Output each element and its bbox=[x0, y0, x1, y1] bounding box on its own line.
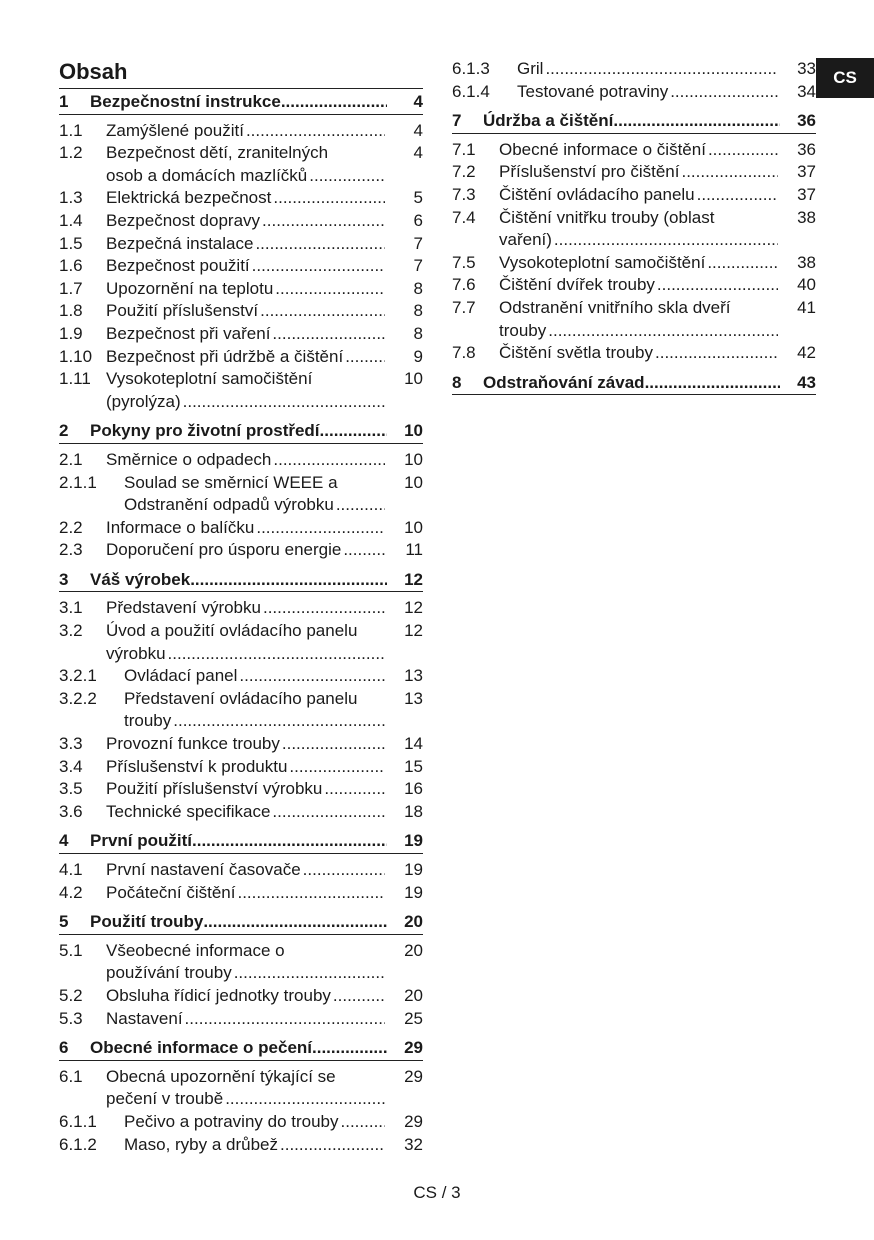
chapter-title: Obecné informace o pečení ..... bbox=[90, 1037, 387, 1060]
entry-title-line: Bezpečnost dopravy ..... bbox=[106, 210, 385, 233]
entry-title-line: Technické specifikace ..... bbox=[106, 801, 385, 824]
entry-page: 5 bbox=[413, 188, 423, 208]
entry-title bbox=[124, 1111, 385, 1134]
entry-title-line: Směrnice o odpadech ..... bbox=[106, 449, 385, 472]
entry-number: 6.1 bbox=[59, 1066, 83, 1086]
chapter-page: 10 bbox=[404, 421, 423, 441]
toc-entry[interactable] bbox=[59, 597, 423, 620]
entry-title bbox=[106, 255, 385, 278]
toc-chapter[interactable] bbox=[59, 911, 423, 935]
entry-number: 1.8 bbox=[59, 301, 83, 321]
entry-title bbox=[106, 940, 385, 985]
toc-entry[interactable] bbox=[452, 342, 816, 365]
toc-entry[interactable] bbox=[59, 210, 423, 233]
entry-title bbox=[106, 620, 385, 665]
entry-title bbox=[106, 985, 385, 1008]
entry-number: 7.5 bbox=[452, 252, 476, 272]
entry-page: 10 bbox=[404, 369, 423, 389]
entry-title bbox=[106, 187, 385, 210]
toc-entry[interactable] bbox=[452, 297, 816, 342]
entry-title bbox=[124, 1134, 385, 1157]
toc-entry[interactable] bbox=[59, 233, 423, 256]
toc-entry[interactable] bbox=[452, 139, 816, 162]
entry-title-line: osob a domácích mazlíčků ..... bbox=[106, 165, 385, 188]
toc-entry[interactable] bbox=[59, 278, 423, 301]
chapter-page: 12 bbox=[404, 569, 423, 589]
entry-number: 7.6 bbox=[452, 275, 476, 295]
toc-entry[interactable] bbox=[59, 688, 423, 733]
toc-chapter[interactable] bbox=[452, 110, 816, 134]
entry-number: 3.2.1 bbox=[59, 666, 97, 686]
entry-page: 37 bbox=[797, 184, 816, 204]
toc-left-column bbox=[59, 58, 423, 1156]
entry-page: 8 bbox=[413, 323, 423, 343]
entry-title-line: Představení ovládacího panelu bbox=[124, 688, 358, 708]
entry-title-line: vaření) ..... bbox=[499, 229, 778, 252]
toc-entry[interactable] bbox=[452, 252, 816, 275]
entry-title-line: Vysokoteplotní samočištění bbox=[106, 369, 313, 389]
chapter-number: 2 bbox=[59, 421, 69, 441]
entry-number: 3.4 bbox=[59, 756, 83, 776]
entry-number: 7.1 bbox=[452, 139, 476, 159]
chapter-title: První použití ..... bbox=[90, 830, 387, 853]
entry-title bbox=[517, 81, 778, 104]
toc-heading: Obsah bbox=[59, 58, 423, 89]
toc-entry[interactable] bbox=[59, 142, 423, 187]
entry-title bbox=[124, 472, 385, 517]
entry-title-line: trouby ..... bbox=[499, 320, 778, 343]
entry-title bbox=[106, 1008, 385, 1031]
entry-title bbox=[106, 120, 385, 143]
entry-title bbox=[499, 139, 778, 162]
entry-page: 25 bbox=[404, 1008, 423, 1028]
entry-page: 13 bbox=[404, 666, 423, 686]
toc-entry[interactable] bbox=[59, 882, 423, 905]
toc-entry[interactable] bbox=[59, 859, 423, 882]
entry-number: 5.2 bbox=[59, 985, 83, 1005]
entry-title bbox=[499, 207, 778, 252]
entry-page: 9 bbox=[413, 346, 423, 366]
entry-title-line: Čištění světla trouby ..... bbox=[499, 342, 778, 365]
entry-number: 2.1 bbox=[59, 449, 83, 469]
entry-number: 6.1.1 bbox=[59, 1111, 97, 1131]
chapter-number: 8 bbox=[452, 372, 462, 392]
entry-title bbox=[499, 252, 778, 275]
entry-title-line: Maso, ryby a drůbež ..... bbox=[124, 1134, 385, 1157]
chapter-page: 36 bbox=[797, 111, 816, 131]
chapter-number: 5 bbox=[59, 912, 69, 932]
entry-title-line: Počáteční čištění ..... bbox=[106, 882, 385, 905]
entry-title bbox=[106, 1066, 385, 1111]
entry-number: 3.6 bbox=[59, 801, 83, 821]
entry-title bbox=[106, 597, 385, 620]
chapter-page: 20 bbox=[404, 912, 423, 932]
entry-title-line: Všeobecné informace o bbox=[106, 940, 285, 960]
entry-title bbox=[499, 342, 778, 365]
entry-number: 3.2.2 bbox=[59, 688, 97, 708]
chapter-title: Pokyny pro životní prostředí ..... bbox=[90, 420, 387, 443]
entry-page: 42 bbox=[797, 343, 816, 363]
toc-chapter[interactable] bbox=[59, 830, 423, 854]
toc-entry[interactable] bbox=[59, 368, 423, 413]
chapter-page: 29 bbox=[404, 1038, 423, 1058]
entry-title-line: Bezpečnost při vaření ..... bbox=[106, 323, 385, 346]
toc-entry[interactable] bbox=[59, 1008, 423, 1031]
entry-title bbox=[106, 733, 385, 756]
entry-title-line: Gril ..... bbox=[517, 58, 778, 81]
entry-page: 4 bbox=[413, 120, 423, 140]
entry-page: 41 bbox=[797, 297, 816, 317]
entry-title-line: Ovládací panel ..... bbox=[124, 665, 385, 688]
toc-entry[interactable] bbox=[452, 161, 816, 184]
toc-entry[interactable] bbox=[452, 207, 816, 252]
entry-title bbox=[106, 449, 385, 472]
entry-title bbox=[499, 161, 778, 184]
entry-number: 3.3 bbox=[59, 734, 83, 754]
toc-entry[interactable] bbox=[59, 801, 423, 824]
toc-entry[interactable] bbox=[452, 184, 816, 207]
entry-page: 32 bbox=[404, 1134, 423, 1154]
chapter-number: 4 bbox=[59, 831, 69, 851]
chapter-page: 4 bbox=[413, 92, 423, 111]
entry-page: 12 bbox=[404, 598, 423, 618]
entry-number: 1.11 bbox=[59, 369, 91, 389]
entry-page: 10 bbox=[404, 449, 423, 469]
entry-title-line: Odstranění vnitřního skla dveří bbox=[499, 297, 731, 317]
toc-entry[interactable] bbox=[59, 472, 423, 517]
entry-number: 7.3 bbox=[452, 184, 476, 204]
chapter-number: 7 bbox=[452, 111, 462, 131]
entry-title bbox=[106, 778, 385, 801]
entry-title bbox=[106, 233, 385, 256]
entry-page: 8 bbox=[413, 278, 423, 298]
entry-title-line: Testované potraviny ..... bbox=[517, 81, 778, 104]
entry-title bbox=[106, 882, 385, 905]
entry-title bbox=[106, 142, 385, 187]
entry-number: 5.3 bbox=[59, 1008, 83, 1028]
entry-number: 1.7 bbox=[59, 278, 83, 298]
entry-title bbox=[106, 300, 385, 323]
toc-entry[interactable] bbox=[59, 300, 423, 323]
entry-title bbox=[106, 323, 385, 346]
toc-entry[interactable] bbox=[59, 323, 423, 346]
entry-title-line: Čištění ovládacího panelu ..... bbox=[499, 184, 778, 207]
entry-title-line: Čištění dvířek trouby ..... bbox=[499, 274, 778, 297]
entry-title-line: Příslušenství k produktu ..... bbox=[106, 756, 385, 779]
language-tab: CS bbox=[816, 58, 874, 98]
entry-title-line: trouby ..... bbox=[124, 710, 385, 733]
toc-chapter[interactable] bbox=[59, 420, 423, 444]
chapter-title: Odstraňování závad ..... bbox=[483, 372, 780, 395]
entry-page: 7 bbox=[413, 233, 423, 253]
toc-chapter[interactable] bbox=[59, 569, 423, 593]
entry-title-line: Bezpečnost použití ..... bbox=[106, 255, 385, 278]
entry-title bbox=[124, 665, 385, 688]
entry-number: 6.1.2 bbox=[59, 1134, 97, 1154]
page-footer: CS / 3 bbox=[413, 1183, 461, 1202]
entry-title-line: Elektrická bezpečnost ..... bbox=[106, 187, 385, 210]
entry-number: 4.1 bbox=[59, 860, 83, 879]
toc-entry[interactable] bbox=[59, 187, 423, 210]
toc-entry[interactable] bbox=[452, 81, 816, 104]
entry-title bbox=[106, 801, 385, 824]
toc-entry[interactable] bbox=[59, 1134, 423, 1157]
chapter-page: 43 bbox=[797, 372, 816, 392]
chapter-title: Použití trouby ..... bbox=[90, 911, 387, 934]
entry-title-line: Bezpečnost dětí, zranitelných bbox=[106, 143, 329, 163]
toc-entry[interactable] bbox=[59, 756, 423, 779]
entry-number: 6.1.4 bbox=[452, 81, 490, 101]
toc-entry[interactable] bbox=[59, 517, 423, 540]
entry-title-line: Bezpečná instalace ..... bbox=[106, 233, 385, 256]
entry-page: 19 bbox=[404, 882, 423, 902]
toc-right-list bbox=[452, 58, 816, 395]
entry-number: 6.1.3 bbox=[452, 59, 490, 78]
entry-title bbox=[106, 278, 385, 301]
entry-page: 33 bbox=[797, 59, 816, 78]
entry-title-line: Nastavení ..... bbox=[106, 1008, 385, 1031]
entry-page: 15 bbox=[404, 756, 423, 776]
chapter-number: 3 bbox=[59, 569, 69, 589]
entry-title bbox=[106, 210, 385, 233]
entry-page: 4 bbox=[413, 143, 423, 163]
toc-right-column bbox=[452, 58, 816, 400]
entry-number: 7.7 bbox=[452, 297, 476, 317]
entry-number: 7.2 bbox=[452, 162, 476, 182]
entry-title bbox=[106, 859, 385, 882]
entry-page: 20 bbox=[404, 985, 423, 1005]
toc-chapter[interactable] bbox=[452, 372, 816, 396]
entry-title bbox=[106, 756, 385, 779]
entry-title-line: Provozní funkce trouby ..... bbox=[106, 733, 385, 756]
entry-page: 29 bbox=[404, 1066, 423, 1086]
entry-page: 16 bbox=[404, 779, 423, 799]
entry-title-line: První nastavení časovače ..... bbox=[106, 859, 385, 882]
entry-number: 5.1 bbox=[59, 940, 83, 960]
toc-entry[interactable] bbox=[59, 1111, 423, 1134]
entry-page: 14 bbox=[404, 734, 423, 754]
entry-page: 40 bbox=[797, 275, 816, 295]
entry-page: 6 bbox=[413, 210, 423, 230]
toc-entry[interactable] bbox=[59, 120, 423, 143]
entry-title-line: Informace o balíčku ..... bbox=[106, 517, 385, 540]
entry-title-line: Odstranění odpadů výrobku ..... bbox=[124, 494, 385, 517]
toc-entry[interactable] bbox=[59, 620, 423, 665]
entry-title bbox=[106, 517, 385, 540]
entry-title-line: Úvod a použití ovládacího panelu bbox=[106, 621, 358, 641]
toc-entry[interactable] bbox=[59, 985, 423, 1008]
entry-title-line: používání trouby ..... bbox=[106, 962, 385, 985]
entry-title-line: Obecné informace o čištění ..... bbox=[499, 139, 778, 162]
entry-number: 1.2 bbox=[59, 143, 83, 163]
entry-page: 20 bbox=[404, 940, 423, 960]
entry-number: 1.10 bbox=[59, 346, 93, 366]
entry-number: 1.6 bbox=[59, 256, 83, 276]
chapter-title: Bezpečnostní instrukce ..... bbox=[90, 91, 387, 114]
entry-number: 3.1 bbox=[59, 598, 83, 618]
entry-title-line: Použití příslušenství ..... bbox=[106, 300, 385, 323]
entry-number: 1.5 bbox=[59, 233, 83, 253]
toc-chapter[interactable] bbox=[59, 1037, 423, 1061]
entry-number: 3.5 bbox=[59, 779, 83, 799]
entry-title bbox=[499, 297, 778, 342]
entry-page: 10 bbox=[404, 517, 423, 537]
toc-entry[interactable] bbox=[59, 733, 423, 756]
entry-number: 1.4 bbox=[59, 210, 83, 230]
toc-entry[interactable] bbox=[59, 778, 423, 801]
toc-entry[interactable] bbox=[59, 940, 423, 985]
chapter-page: 19 bbox=[404, 831, 423, 851]
chapter-number: 6 bbox=[59, 1038, 69, 1058]
chapter-title: Váš výrobek ..... bbox=[90, 569, 387, 592]
toc-entry[interactable] bbox=[59, 449, 423, 472]
entry-title-line: Bezpečnost při údržbě a čištění ..... bbox=[106, 346, 385, 369]
entry-title-line: Představení výrobku ..... bbox=[106, 597, 385, 620]
entry-page: 8 bbox=[413, 301, 423, 321]
entry-title bbox=[106, 368, 385, 413]
entry-title-line: Doporučení pro úsporu energie ..... bbox=[106, 539, 385, 562]
toc-entry[interactable] bbox=[59, 1066, 423, 1111]
toc-entry[interactable] bbox=[452, 274, 816, 297]
entry-page: 19 bbox=[404, 860, 423, 879]
entry-page: 12 bbox=[404, 621, 423, 641]
entry-title-line: Obecná upozornění týkající se bbox=[106, 1066, 336, 1086]
entry-title-line: Čištění vnitřku trouby (oblast bbox=[499, 207, 715, 227]
entry-number: 7.4 bbox=[452, 207, 476, 227]
entry-number: 1.9 bbox=[59, 323, 83, 343]
entry-page: 13 bbox=[404, 688, 423, 708]
entry-number: 2.1.1 bbox=[59, 472, 97, 492]
chapter-number: 1 bbox=[59, 92, 69, 111]
entry-page: 36 bbox=[797, 139, 816, 159]
entry-title-line: Soulad se směrnicí WEEE a bbox=[124, 472, 338, 492]
entry-title-line: Pečivo a potraviny do trouby ..... bbox=[124, 1111, 385, 1134]
entry-page: 7 bbox=[413, 256, 423, 276]
toc-entry[interactable] bbox=[59, 255, 423, 278]
entry-title-line: pečení v troubě ..... bbox=[106, 1088, 385, 1111]
entry-title bbox=[106, 539, 385, 562]
entry-title bbox=[499, 274, 778, 297]
entry-title bbox=[124, 688, 385, 733]
entry-page: 38 bbox=[797, 252, 816, 272]
entry-number: 3.2 bbox=[59, 621, 83, 641]
entry-number: 7.8 bbox=[452, 343, 476, 363]
entry-page: 10 bbox=[404, 472, 423, 492]
entry-title bbox=[499, 184, 778, 207]
toc-entry[interactable] bbox=[59, 665, 423, 688]
toc-left-list bbox=[59, 91, 423, 1156]
toc-entry[interactable] bbox=[452, 58, 816, 81]
entry-title-line: Zamýšlené použití ..... bbox=[106, 120, 385, 143]
entry-title-line: Příslušenství pro čištění ..... bbox=[499, 161, 778, 184]
entry-title-line: Obsluha řídicí jednotky trouby ..... bbox=[106, 985, 385, 1008]
entry-number: 1.3 bbox=[59, 188, 83, 208]
toc-chapter[interactable] bbox=[59, 91, 423, 115]
entry-title bbox=[517, 58, 778, 81]
entry-number: 2.2 bbox=[59, 517, 83, 537]
entry-number: 2.3 bbox=[59, 540, 83, 560]
entry-page: 29 bbox=[404, 1111, 423, 1131]
entry-title bbox=[106, 346, 385, 369]
entry-page: 11 bbox=[405, 540, 423, 560]
entry-title-line: (pyrolýza) ..... bbox=[106, 391, 385, 414]
toc-entry[interactable] bbox=[59, 539, 423, 562]
entry-title-line: Vysokoteplotní samočištění ..... bbox=[499, 252, 778, 275]
entry-title-line: Upozornění na teplotu ..... bbox=[106, 278, 385, 301]
entry-page: 18 bbox=[404, 801, 423, 821]
entry-title-line: Použití příslušenství výrobku ..... bbox=[106, 778, 385, 801]
entry-page: 37 bbox=[797, 162, 816, 182]
toc-entry[interactable] bbox=[59, 346, 423, 369]
entry-title-line: výrobku ..... bbox=[106, 643, 385, 666]
entry-page: 38 bbox=[797, 207, 816, 227]
entry-number: 1.1 bbox=[59, 120, 83, 140]
chapter-title: Údržba a čištění ..... bbox=[483, 110, 780, 133]
entry-page: 34 bbox=[797, 81, 816, 101]
entry-number: 4.2 bbox=[59, 882, 83, 902]
